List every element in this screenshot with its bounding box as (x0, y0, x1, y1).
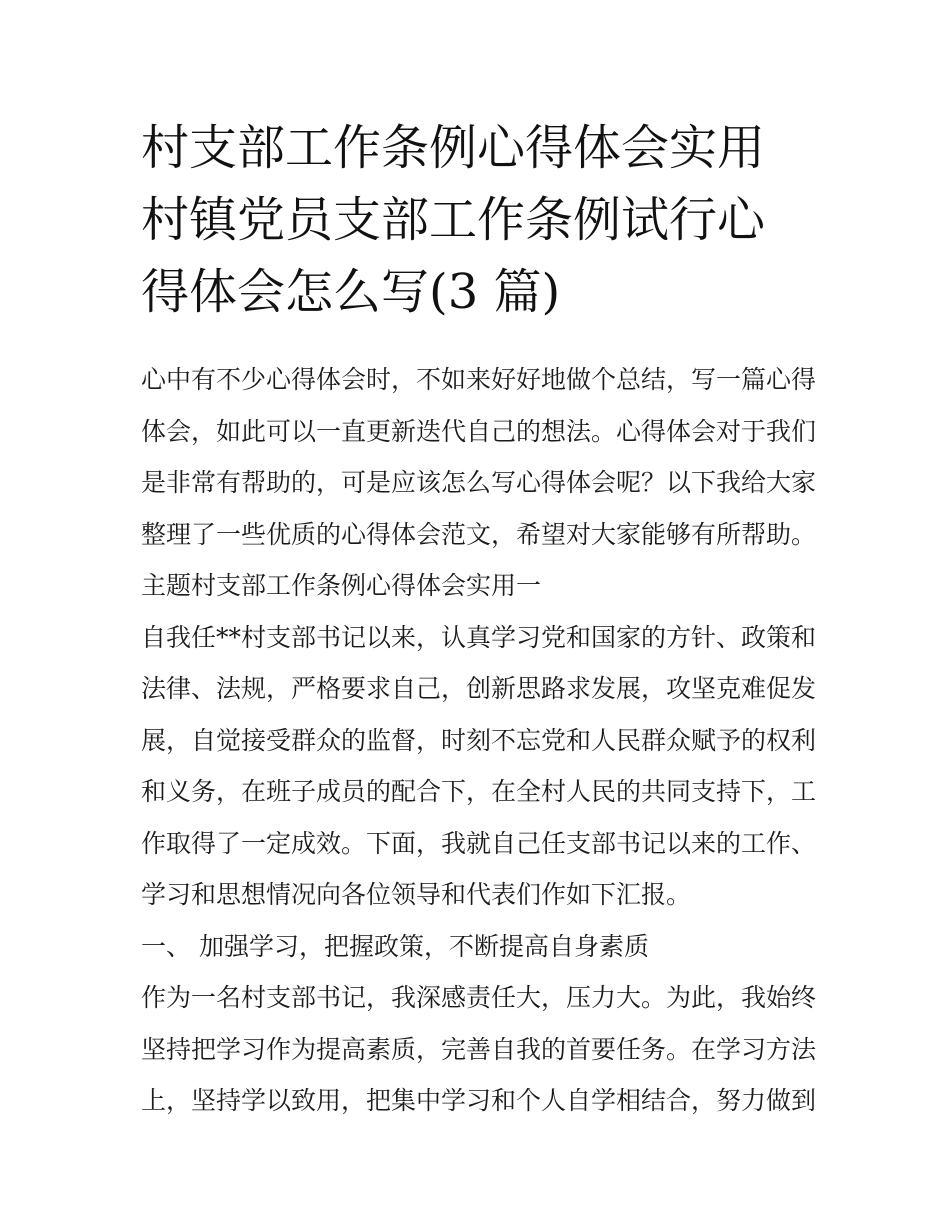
section-heading: 主题村支部工作条例心得体会实用一 (141, 571, 542, 600)
title-line-1: 村支部工作条例心得体会实用 (141, 120, 766, 176)
body-line: 心中有不少心得体会时，不如来好好地做个总结，写一篇心得 (141, 365, 817, 394)
document-title (141, 112, 821, 328)
body-line: 坚持把学习作为提高素质，完善自我的首要任务。在学习方法 (141, 1034, 817, 1064)
body-line: 学习和思想情况向各位领导和代表们作如下汇报。 (141, 880, 692, 909)
body-line: 法律、法规，严格要求自己，创新思路求发展，攻坚克难促发 (141, 674, 817, 703)
body-line: 整理了一些优质的心得体会范文，希望对大家能够有所帮助。 (141, 519, 817, 549)
title-line-2: 村镇党员支部工作条例试行心 (141, 192, 766, 248)
body-line: 上，坚持学以致用，把集中学习和个人自学相结合，努力做到 (141, 1086, 817, 1115)
body-line: 展，自觉接受群众的监督，时刻不忘党和人民群众赋予的权利 (141, 725, 817, 755)
document-body (141, 354, 821, 1127)
body-line: 自我任**村支部书记以来，认真学习党和国家的方针、政策和 (141, 622, 817, 652)
subsection-heading: 一、 加强学习，把握政策，不断提高自身素质 (141, 931, 649, 961)
body-line: 作取得了一定成效。下面，我就自己任支部书记以来的工作、 (141, 828, 817, 858)
body-line: 是非常有帮助的，可是应该怎么写心得体会呢？以下我给大家 (141, 468, 817, 497)
body-line: 体会，如此可以一直更新迭代自己的想法。心得体会对于我们 (141, 416, 817, 446)
body-line: 作为一名村支部书记，我深感责任大，压力大。为此，我始终 (141, 983, 817, 1012)
title-line-3: 得体会怎么写(3 篇) (141, 264, 561, 320)
body-line: 和义务，在班子成员的配合下，在全村人民的共同支持下，工 (141, 777, 817, 806)
